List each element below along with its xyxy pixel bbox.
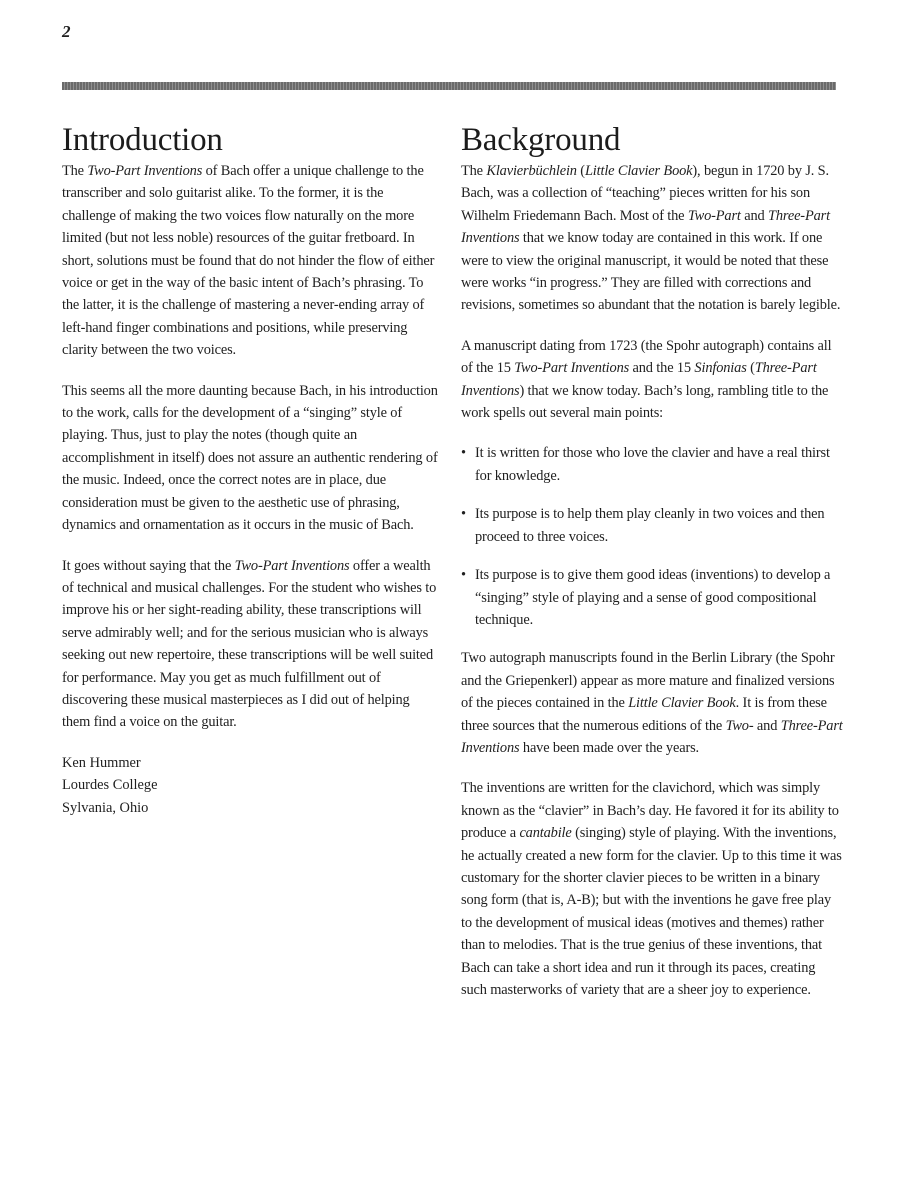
background-paragraph-3: Two autograph manuscripts found in the Berlin Library (the Spohr and the Griepenkerl) appear as more mature and finalized versions of the pieces contained in the Little Clavier Book. It is from these three sources that the numerous editions of the Two- and Three-Part Inventions have been made over the years. — [461, 650, 843, 756]
introduction-paragraph-2: This seems all the more daunting because Bach, in his introduction to the work, calls for the development of a “singing” style of playing. Thus, just to play the notes (though quite an accomplishment in itself) does not assure an authentic rendering of the music. Indeed, once the correct notes are in place, due consideration must be given to the aesthetic use of phrasing, dynamics and ornamentation as it occurs in the music of Bach. — [62, 382, 438, 534]
italic-title: Two-Part Inventions — [514, 360, 630, 377]
italic-title: Two-Part — [687, 207, 741, 224]
introduction-column — [62, 120, 438, 819]
italic-title: Klavierbüchlein — [486, 163, 577, 179]
italic-title: Three-Part Inventions — [461, 207, 830, 247]
background-paragraph-4: The inventions are written for the clavichord, which was simply known as the “clavier” in Bach’s day. He favored it for its ability to produce a cantabile (singing) style of playing. With the inventions, he actually created a new form for the clavier. Up to this time it was customary for the shorter clavier pieces to be written in a binary song form (that is, A-B); but with the inventions he gave free play to the development of musical ideas (motives and themes) rather than to melodies. That is the true genius of these inventions, that Bach can take a short idea and run it through its paces, creating such masterworks of variety that are a sheer joy to experience. — [461, 780, 842, 998]
italic-title: Three-Part Inventions — [461, 360, 817, 399]
italic-title: Three-Part Inventions — [461, 717, 843, 756]
signature-block — [62, 752, 438, 819]
italic-title: Sinfonias — [694, 360, 747, 377]
signature-location: Sylvania, Ohio — [62, 799, 149, 816]
main-point-item: • Its purpose is to help them play cleanly in two voices and then proceed to three voices. — [461, 503, 843, 548]
background-paragraph-2: A manuscript dating from 1723 (the Spohr autograph) contains all of the 15 Two-Part Inventions and the 15 Sinfonias (Three-Part Inventions) that we know today. Bach’s long, rambling title to the work spells out several main points: — [461, 337, 832, 422]
background-heading: Background — [461, 122, 621, 158]
italic-title: Two- — [725, 717, 754, 734]
italic-title: Little Clavier Book — [628, 695, 736, 712]
main-point-item: • Its purpose is to give them good ideas (inventions) to develop a “singing” style of playing and a sense of good compositional technique. — [461, 564, 843, 631]
header-rule — [62, 82, 836, 90]
signature-name: Ken Hummer — [62, 754, 141, 771]
italic-title: Two-Part Inventions — [234, 557, 350, 574]
italic-title: Little Clavier Book — [584, 163, 693, 179]
page-number: 2 — [62, 22, 71, 41]
italic-title: Two-Part Inventions — [87, 163, 203, 179]
introduction-heading: Introduction — [62, 122, 223, 158]
signature-institution: Lourdes College — [62, 777, 158, 794]
background-paragraph-1: The Klavierbüchlein (Little Clavier Book), begun in 1720 by J. S. Bach, was a collection of “teaching” pieces written for his son Wilhelm Friedemann Bach. Most of the Two-Part and Three-Part Inventions that we know today are contained in this work. If one were to view the original manuscript, it would be noted that these were works “in progress.” They are filled with corrections and revisions, sometimes so abundant that the notation is barely legible. — [461, 163, 841, 314]
main-points-list — [461, 442, 843, 631]
italic-title: cantabile — [519, 825, 572, 842]
introduction-paragraph-3: It goes without saying that the Two-Part Inventions offer a wealth of technical and musical challenges. For the student who wishes to improve his or her sight-reading ability, these transcriptions will serve admirably well; and for the serious musician who is always seeking out new repertoire, these transcriptions will be well suited for performance. May you get as much fulfillment out of discovering these musical masterpieces as I did out of helping them find a voice on the guitar. — [62, 557, 437, 731]
main-point-item: • It is written for those who love the clavier and have a real thirst for knowledge. — [461, 442, 843, 487]
introduction-paragraph-1: The Two-Part Inventions of Bach offer a unique challenge to the transcriber and solo guitarist alike. To the former, it is the challenge of making the two voices flow naturally on the more limited (but not less noble) resources of the guitar fretboard. In short, solutions must be found that do not hinder the flow of either voice or get in the way of the basic intent of Bach’s phrasing. To the latter, it is the challenge of mastering a never-ending array of left-hand finger combinations and positions, while preserving clarity between the two voices. — [62, 163, 435, 359]
background-column — [461, 120, 843, 1019]
